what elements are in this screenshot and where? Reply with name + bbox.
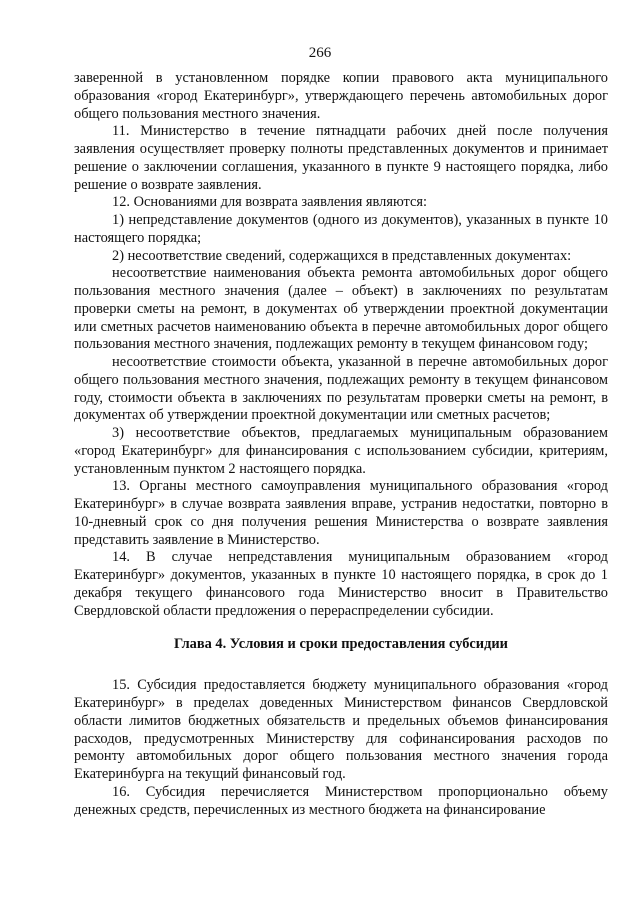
paragraph-item-12-1: 1) непредставление документов (одного из документов), указанных в пункте 10 настоящего порядка; (74, 212, 608, 246)
paragraph-continuation: заверенной в установленном порядке копии правового акта муниципального образования «город Екатеринбург», утверждающего перечень автомобильных дорог общего пользования местного значения. (74, 70, 608, 122)
paragraph-name-mismatch: несоответствие наименования объекта ремонта автомобильных дорог общего пользования местного значения (далее – объект) в заключениях по результатам проверки сметы на ремонт, в документах об утверждении проектной документации или сметных расчетов наименованию объекта в перечне автомобильных дорог общего пользования местного значения, подлежащих ремонту в текущем финансовом году; (74, 265, 608, 353)
paragraph-item-15: 15. Субсидия предоставляется бюджету муниципального образования «город Екатеринбург» в пределах доведенных Министерством финансов Свердловской области лимитов бюджетных обязательств и предельных объемов финансирования расходов, предусмотренных Министерству для софинансирования расходов по ремонту автомобильных дорог общего пользования местного значения города Екатеринбурга на текущий финансовый год. (74, 677, 608, 782)
chapter-heading: Глава 4. Условия и сроки предоставления субсидии (174, 636, 508, 653)
paragraph-item-12-3: 3) несоответствие объектов, предлагаемых муниципальным образованием «город Екатеринбург» для финансирования с использованием субсидии, критериям, установленным пунктом 2 настоящего порядка. (74, 425, 608, 477)
page-number: 266 (308, 45, 332, 61)
paragraph-item-12: 12. Основаниями для возврата заявления являются: (112, 194, 427, 211)
paragraph-item-12-2: 2) несоответствие сведений, содержащихся в представленных документах: (112, 247, 572, 264)
document-body (74, 70, 608, 819)
paragraph-item-14: 14. В случае непредставления муниципальным образованием «город Екатеринбург» документов, указанных в пункте 10 настоящего порядка, в срок до 1 декабря текущего финансового года Министерство вносит в Правительство Свердловской области предложения о перераспределении субсидии. (74, 549, 608, 619)
paragraph-cost-mismatch: несоответствие стоимости объекта, указанной в перечне автомобильных дорог общего пользования местного значения, подлежащих ремонту в текущем финансовом году, стоимости объекта в заключениях по результатам проверки сметы на ремонт, в документах об утверждении проектной документации или сметных расчетов; (74, 354, 608, 424)
paragraph-item-16: 16. Субсидия перечисляется Министерством пропорционально объему денежных средств, перечисленных из местного бюджета на финансирование (74, 783, 608, 818)
paragraph-item-11: 11. Министерство в течение пятнадцати рабочих дней после получения заявления осуществляет проверку полноты представленных документов и принимает решение о заключении соглашения, указанного в пункте 9 настоящего порядка, либо решение о возврате заявления. (74, 123, 608, 193)
paragraph-item-13: 13. Органы местного самоуправления муниципального образования «город Екатеринбург» в случае возврата заявления вправе, устранив недостатки, повторно в 10-дневный срок со дня получения решения Министерства о возврате заявления представить заявление в Министерство. (74, 478, 608, 548)
